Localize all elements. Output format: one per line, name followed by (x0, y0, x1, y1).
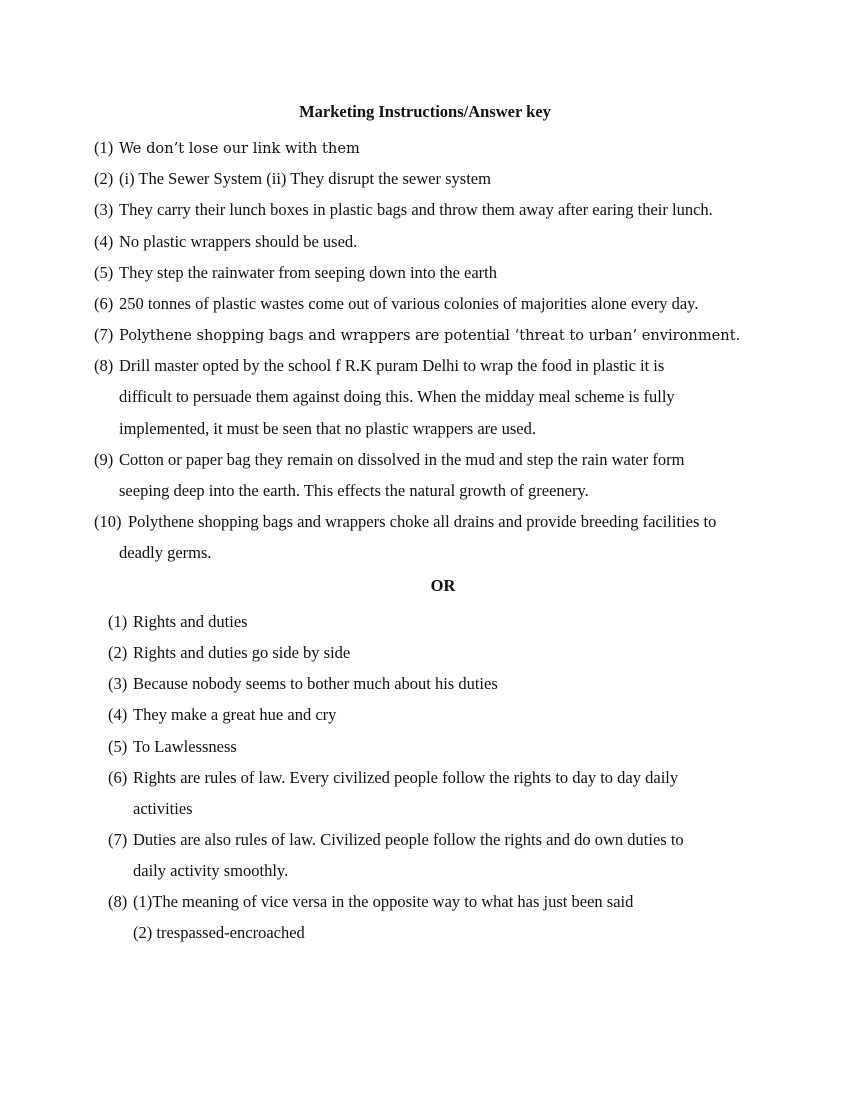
item-number: (8) (108, 892, 128, 911)
page-title: Marketing Instructions/Answer key (299, 102, 551, 121)
item-line: Rights and duties go side by side (133, 643, 351, 662)
item-number: (1) (108, 612, 128, 631)
item-number: (7) (94, 325, 114, 344)
item-line: deadly germs. (119, 543, 212, 562)
item-line: Polythene shopping bags and wrappers are potential ‘threat to urban’ environment. (119, 327, 741, 344)
item-line: difficult to persuade them against doing this. When the midday meal scheme is fully (119, 387, 675, 406)
item-line: We don’t lose our link with them (119, 140, 360, 157)
item-number: (8) (94, 356, 114, 375)
item-line: Rights are rules of law. Every civilized people follow the rights to day to day daily (133, 768, 679, 787)
item-number: (4) (108, 705, 128, 724)
item-number: (1) (94, 138, 114, 157)
item-line: seeping deep into the earth. This effects the natural growth of greenery. (119, 481, 589, 500)
or-heading: OR (430, 576, 456, 595)
item-number: (3) (108, 674, 128, 693)
item-number: (6) (94, 294, 114, 313)
item-line: implemented, it must be seen that no plastic wrappers are used. (119, 419, 536, 438)
item-number: (2) (108, 643, 128, 662)
item-number: (7) (108, 830, 128, 849)
item-line: Polythene shopping bags and wrappers choke all drains and provide breeding facilities to (128, 512, 717, 531)
item-line: Duties are also rules of law. Civilized people follow the rights and do own duties to (133, 830, 684, 849)
item-line: daily activity smoothly. (133, 861, 289, 880)
item-number: (10) (94, 512, 122, 531)
item-line: (1)The meaning of vice versa in the opposite way to what has just been said (133, 892, 634, 911)
item-number: (3) (94, 200, 114, 219)
item-line: Because nobody seems to bother much about his duties (133, 674, 498, 693)
item-line: 250 tonnes of plastic wastes come out of various colonies of majorities alone every day. (119, 294, 699, 313)
item-line: Rights and duties (133, 612, 248, 631)
item-line: activities (133, 799, 193, 818)
item-number: (5) (108, 737, 128, 756)
item-line: Cotton or paper bag they remain on dissolved in the mud and step the rain water form (119, 450, 685, 469)
item-line: They carry their lunch boxes in plastic bags and throw them away after earing their lunch. (119, 200, 713, 219)
item-line: They step the rainwater from seeping down into the earth (119, 263, 498, 282)
item-line: (i) The Sewer System (ii) They disrupt the sewer system (119, 169, 491, 188)
item-number: (9) (94, 450, 114, 469)
item-number: (4) (94, 232, 114, 251)
item-line: Drill master opted by the school f R.K puram Delhi to wrap the food in plastic it is (119, 356, 665, 375)
item-line: They make a great hue and cry (133, 705, 337, 724)
item-line: To Lawlessness (133, 737, 237, 756)
item-line: (2) trespassed-encroached (133, 923, 305, 942)
item-number: (6) (108, 768, 128, 787)
item-number: (5) (94, 263, 114, 282)
item-number: (2) (94, 169, 114, 188)
item-line: No plastic wrappers should be used. (119, 232, 358, 251)
